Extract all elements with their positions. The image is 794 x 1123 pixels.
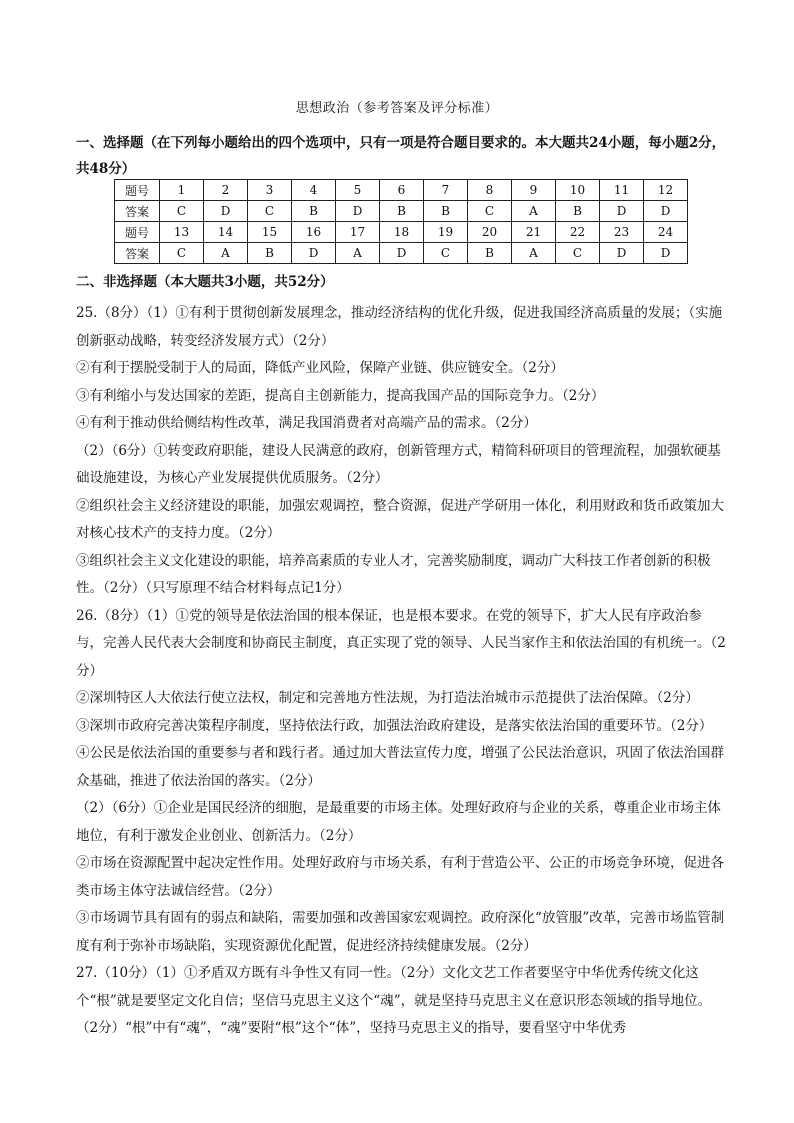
- table-row: [115, 201, 688, 222]
- table-cell: 2: [204, 180, 248, 201]
- answer-body: [76, 300, 726, 1043]
- table-cell: 7: [424, 180, 468, 201]
- table-cell: C: [160, 243, 204, 264]
- table-cell: A: [512, 243, 556, 264]
- table-cell: C: [468, 201, 512, 222]
- table-cell: 8: [468, 180, 512, 201]
- table-cell: D: [204, 201, 248, 222]
- table-cell: 17: [336, 222, 380, 243]
- table-cell: 12: [644, 180, 688, 201]
- table-row-label: 题号: [115, 180, 160, 201]
- table-cell: 4: [292, 180, 336, 201]
- page-title: 思想政治（参考答案及评分标准）: [295, 101, 499, 116]
- answer-paragraph: ④公民是依法治国的重要参与者和践行者。通过加大普法宣传力度，增强了公民法治意识，巩固了依法治国群众基础，推进了依法治国的落实。（2分）: [76, 745, 724, 789]
- section2-heading: 二、非选择题（本大题共3小题，共52分）: [76, 274, 334, 290]
- table-cell: D: [600, 201, 644, 222]
- table-cell: C: [248, 201, 292, 222]
- table-cell: A: [336, 243, 380, 264]
- table-cell: 16: [292, 222, 336, 243]
- table-cell: 6: [380, 180, 424, 201]
- table-cell: A: [512, 201, 556, 222]
- table-row: [115, 222, 688, 243]
- table-cell: 18: [380, 222, 424, 243]
- table-cell: 10: [556, 180, 600, 201]
- answer-paragraph: ③有利缩小与发达国家的差距，提高自主创新能力，提高我国产品的国际竞争力。（2分）: [76, 387, 605, 404]
- answer-paragraph: 25.（8分）（1）①有利于贯彻创新发展理念，推动经济结构的优化升级，促进我国经济高质量的发展；（实施创新驱动战略，转变经济发展方式）（2分）: [76, 305, 723, 349]
- table-cell: 24: [644, 222, 688, 243]
- answer-paragraph: 26.（8分）（1）①党的领导是依法治国的根本保证，也是根本要求。在党的领导下，扩大人民有序政治参与，完善人民代表大会制度和协商民主制度，真正实现了党的领导、人民当家作主和依法治国的有机统一。（2分）: [76, 607, 726, 679]
- table-cell: B: [424, 201, 468, 222]
- table-cell: 11: [600, 180, 644, 201]
- answer-paragraph: （2）（6分）①转变政府职能，建设人民满意的政府，创新管理方式，精简科研项目的管理流程，加强软硬基础设施建设，为核心产业发展提供优质服务。（2分）: [76, 442, 721, 486]
- table-row: [115, 180, 688, 201]
- table-cell: D: [644, 243, 688, 264]
- section1-heading: 一、选择题（在下列每小题给出的四个选项中，只有一项是符合题目要求的。本大题共24小题，每小题2分，共48分）: [76, 135, 726, 177]
- answer-paragraph: ②有利于摆脱受制于人的局面，降低产业风险，保障产业链、供应链安全。（2分）: [76, 360, 564, 376]
- answer-paragraph: 27.（10分）（1）①矛盾双方既有斗争性又有同一性。（2分）文化文艺工作者要坚守中华优秀传统文化这个“根”就是要坚定文化自信；坚信马克思主义这个“魂”，就是坚持马克思主义在意识形态领域的指导地位。（2分）“根”中有“魂”，“魂”要附“根”这个“体”，坚持马克思主义的指导，要看坚守中华优秀: [76, 965, 712, 1036]
- table-cell: 9: [512, 180, 556, 201]
- table-cell: D: [380, 243, 424, 264]
- table-cell: 21: [512, 222, 556, 243]
- table-row-label: 答案: [115, 243, 160, 264]
- answer-table: [114, 179, 688, 264]
- answer-paragraph: ②市场在资源配置中起决定性作用。处理好政府与市场关系，有利于营造公平、公正的市场竞争环境，促进各类市场主体守法诚信经营。（2分）: [76, 855, 724, 899]
- table-cell: D: [644, 201, 688, 222]
- table-cell: 5: [336, 180, 380, 201]
- table-cell: C: [556, 243, 600, 264]
- table-cell: 1: [160, 180, 204, 201]
- table-cell: B: [468, 243, 512, 264]
- table-cell: C: [160, 201, 204, 222]
- answer-paragraph: ②组织社会主义经济建设的职能，加强宏观调控，整合资源，促进产学研用一体化，利用财政和货币政策加大对核心技术产的支持力度。（2分）: [76, 497, 724, 541]
- table-cell: 22: [556, 222, 600, 243]
- table-cell: 13: [160, 222, 204, 243]
- answer-paragraph: ④有利于推动供给侧结构性改革，满足我国消费者对高端产品的需求。（2分）: [76, 415, 537, 431]
- table-cell: A: [204, 243, 248, 264]
- table-cell: 15: [248, 222, 292, 243]
- answer-paragraph: ②深圳特区人大依法行使立法权，制定和完善地方性法规，为打造法治城市示范提供了法治保障。（2分）: [76, 690, 699, 706]
- table-cell: D: [292, 243, 336, 264]
- table-cell: D: [600, 243, 644, 264]
- answer-paragraph: （2）（6分）①企业是国民经济的细胞，是最重要的市场主体。处理好政府与企业的关系，尊重企业市场主体地位，有利于激发企业创业、创新活力。（2分）: [76, 800, 721, 844]
- table-cell: D: [336, 201, 380, 222]
- table-cell: B: [556, 201, 600, 222]
- table-cell: 19: [424, 222, 468, 243]
- table-row-label: 题号: [115, 222, 160, 243]
- table-cell: B: [292, 201, 336, 222]
- table-row: [115, 243, 688, 264]
- table-cell: 14: [204, 222, 248, 243]
- table-cell: C: [424, 243, 468, 264]
- table-cell: 20: [468, 222, 512, 243]
- table-cell: 3: [248, 180, 292, 201]
- answer-paragraph: ③深圳市政府完善决策程序制度，坚持依法行政，加强法治政府建设，是落实依法治国的重要环节。（2分）: [76, 717, 713, 734]
- table-row-label: 答案: [115, 201, 160, 222]
- answer-paragraph: ③组织社会主义文化建设的职能，培养高素质的专业人才，完善奖励制度，调动广大科技工作者创新的积极性。（2分）（只写原理不结合材料每点记1分）: [76, 552, 711, 596]
- answer-paragraph: ③市场调节具有固有的弱点和缺陷，需要加强和改善国家宏观调控。政府深化“放管服”改革，完善市场监管制度有利于弥补市场缺陷，实现资源优化配置，促进经济持续健康发展。（2分）: [76, 910, 725, 954]
- table-cell: B: [248, 243, 292, 264]
- table-cell: 23: [600, 222, 644, 243]
- table-cell: B: [380, 201, 424, 222]
